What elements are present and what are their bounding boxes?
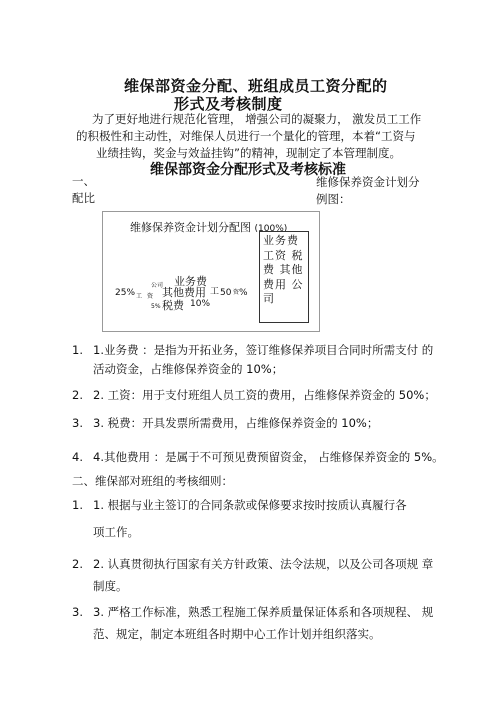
label-gong-left: 工 (136, 293, 143, 300)
item2-text: 2. 工资：用于支付班组人员工资的费用，占维修保养资金的 50%； (93, 388, 436, 402)
item1-text: 1.业务费 ：是指为开拓业务，签订维修保养项目合同时所需支付 的 (93, 343, 434, 357)
section-heading: 维保部资金分配形式及考核标准 (150, 162, 346, 178)
label-qitafei: 其他费用 (162, 286, 206, 299)
document-title-line2: 形式及考核制度 (174, 95, 283, 113)
rule1-text-cont: 项工作。 (93, 525, 139, 539)
part1-label: 一、 (72, 174, 95, 188)
label-25-percent: 25% (115, 288, 136, 298)
item2-number: 2. (72, 388, 83, 402)
rule2-text-cont: 制度。 (93, 579, 128, 593)
intro-line-3: 业绩挂钩，奖金与效益挂钩”的精神，现制定了本管理制度。 (96, 146, 401, 160)
rule3-text-cont: 范、规定，制定本班组各时期中心工作计划并组织落实。 (93, 627, 381, 641)
intro-line-1: 为了更好地进行规范化管理， 增强公司的凝聚力， 激发员工工作 (92, 112, 422, 126)
chart-title-text: 维修保养资金计划分配图 (130, 221, 251, 234)
chart-legend: 业务费 工资 税费 其他费用 公司 (259, 231, 309, 323)
item4-number: 4. (72, 450, 83, 464)
rule3-text: 3. 严格工作标准，熟悉工程施工保养质量保证体系和各项规程、 规 (93, 605, 434, 619)
part2-heading: 二、维保部对班组的考核细则： (72, 474, 233, 488)
label-gong-small: 工 (210, 287, 220, 297)
part1-right-text: 维修保养资金计划分 (316, 175, 420, 189)
label-ten-percent: 10% (190, 299, 211, 309)
item3-text: 3. 税费：开具发票所需费用，占维修保养资金的 10%； (93, 416, 379, 430)
item4-text: 4.其他费用 ：是属于不可预见费预留资金， 占维修保养资金的 5%。 (93, 450, 444, 464)
label-percent: % (239, 288, 248, 298)
label-five-percent: 5% (151, 303, 161, 310)
item1-number: 1. (72, 343, 83, 357)
intro-line-2: 的积极性和主动性，对维保人员进行一个量化的管理，本着“工资与 (76, 129, 416, 143)
label-fifty: 50 (220, 288, 232, 298)
label-zi-right: 资 (233, 289, 240, 296)
chart-title-suffix: (100%) (254, 224, 288, 234)
rule2-number: 2. (72, 557, 83, 571)
rule2-text: 2. 认真贯彻执行国家有关方针政策、法令法规，以及公司各项规 章 (93, 557, 434, 571)
label-shuifei: 税费 (162, 299, 184, 312)
part1-label-cont: 配比 (72, 191, 95, 205)
item1-text-cont: 活动资金，占维修保养资金的 10%； (93, 362, 284, 376)
label-zi-small: 资 (147, 293, 154, 300)
pie-chart-frame (102, 211, 320, 332)
rule3-number: 3. (72, 605, 83, 619)
rule1-text: 1. 根据与业主签订的合同条款或保修要求按时按质认真履行各 (93, 498, 407, 512)
rule1-number: 1. (72, 498, 83, 512)
document-title-line1: 维保部资金分配、班组成员工资分配的 (124, 77, 388, 95)
part1-right-text-cont: 例图： (316, 192, 351, 206)
label-gongsi: 公司 (151, 282, 164, 289)
item3-number: 3. (72, 416, 83, 430)
label-yewufei: 业务费 (174, 275, 207, 288)
